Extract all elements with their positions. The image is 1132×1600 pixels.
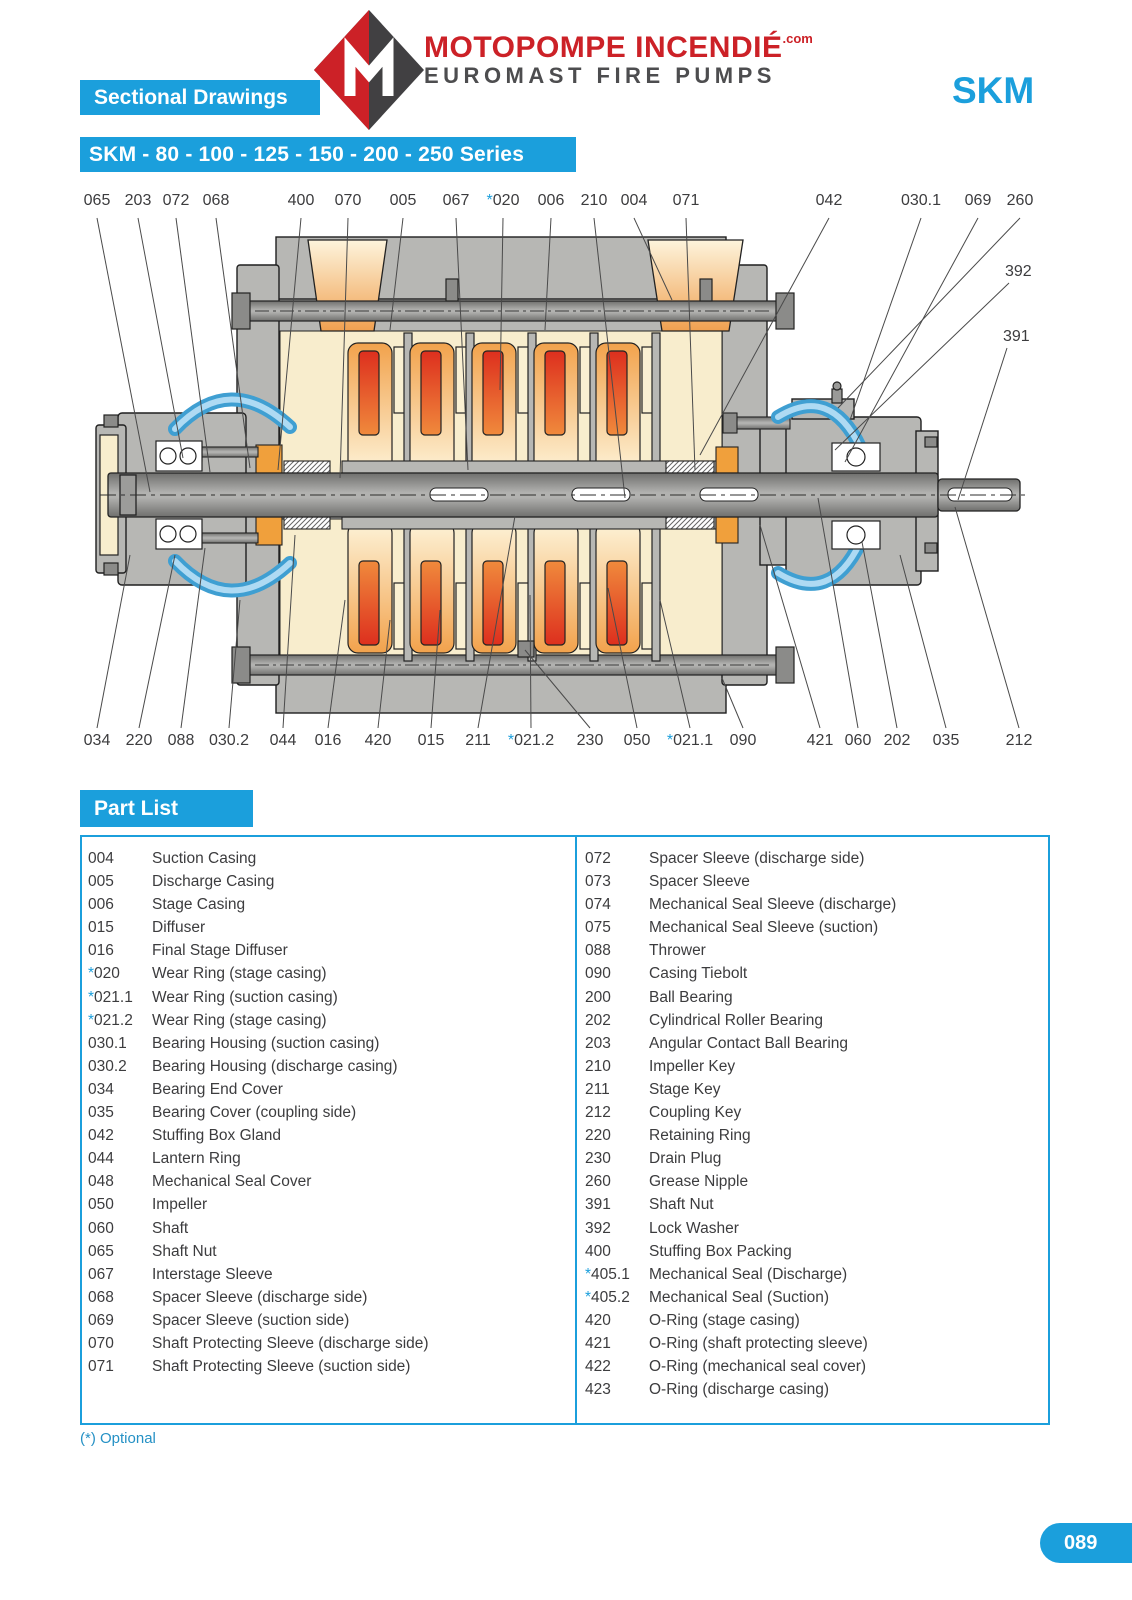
section-label: Sectional Drawings [80,80,320,115]
part-name: Shaft Protecting Sleeve (suction side) [152,1358,411,1376]
part-callout-420: 420 [364,732,392,749]
part-callout-260: 260 [1006,192,1034,209]
part-list-row-405.1 [585,1263,1040,1286]
part-list-row-020 [88,962,558,985]
part-list-row-005 [88,870,558,893]
drain-plug [518,641,534,657]
part-code: 050 [88,1196,114,1214]
part-code: *405.1 [585,1265,630,1283]
part-code: 392 [585,1219,611,1237]
part-list-row-021.1 [88,986,558,1009]
leader-line [900,555,946,728]
part-code: 211 [585,1080,610,1098]
part-code: 070 [88,1334,114,1352]
part-callout-015: 015 [417,732,445,749]
part-code: 042 [88,1127,114,1145]
part-callout-392: 392 [1005,263,1032,280]
part-code: 044 [88,1150,114,1168]
part-callout-042: 042 [815,192,843,209]
part-callout-030.2: 030.2 [208,732,250,749]
part-callout-067: 067 [442,192,470,209]
part-callout-202: 202 [883,732,911,749]
brand-logo [312,8,427,133]
part-list-row-202 [585,1009,1040,1032]
part-code: 004 [88,850,114,867]
part-list-row-071 [88,1355,558,1378]
part-list-row-260 [585,1170,1040,1193]
part-name: Lock Washer [649,1219,739,1237]
part-name: Final Stage Diffuser [152,942,288,960]
part-name: Shaft Nut [649,1196,714,1214]
part-list-row-050 [88,1193,558,1216]
roller-bearing [847,448,865,466]
part-code: *405.2 [585,1288,630,1306]
part-code: 260 [585,1173,611,1191]
part-name: Retaining Ring [649,1127,751,1145]
part-code: 072 [585,850,611,867]
part-code: 015 [88,919,114,937]
part-name: Bearing Cover (coupling side) [152,1104,357,1122]
part-list-row-392 [585,1217,1040,1240]
part-list-left-column [88,847,558,1378]
part-name: Spacer Sleeve (discharge side) [152,1288,368,1306]
part-name: O-Ring (shaft protecting sleeve) [649,1334,868,1352]
part-code: 423 [585,1381,611,1399]
part-code: 006 [88,896,114,914]
brand-logo-diamond-icon [312,8,427,133]
optional-star: * [88,1011,95,1029]
brand-text [424,24,844,89]
part-callout-050: 050 [623,732,651,749]
part-list-row-203 [585,1032,1040,1055]
ball-bearing [160,448,176,464]
brand-line1: MOTOPOMPE $INCENDIÉ^{.com}$ [424,31,813,64]
part-name: Shaft [152,1219,189,1237]
part-code: 067 [88,1265,114,1283]
part-callout-090: 090 [729,732,757,749]
part-callout-203: 203 [124,192,152,209]
sectional-drawing-area [80,185,1070,770]
part-name: Casing Tiebolt [649,965,748,983]
part-callout-004: 004 [620,192,648,209]
part-name: O-Ring (stage casing) [649,1311,800,1329]
part-name: Diffuser [152,919,206,937]
part-callout-072: 072 [162,192,190,209]
optional-star: * [666,732,674,749]
part-list-row-016 [88,939,558,962]
part-callout-044: 044 [269,732,297,749]
part-list-row-420 [585,1309,1040,1332]
part-list-row-021.2 [88,1009,558,1032]
part-list-row-400 [585,1240,1040,1263]
part-code: *020 [88,965,120,983]
part-code: 030.2 [88,1057,127,1075]
part-list-row-015 [88,916,558,939]
part-callout-021.1: *021.1 [666,732,714,749]
leader-line [97,555,130,728]
part-name: Angular Contact Ball Bearing [649,1034,849,1052]
part-code: 200 [585,988,611,1006]
part-name: Interstage Sleeve [152,1265,273,1283]
part-list-row-074 [585,893,1040,916]
part-callout-016: 016 [314,732,342,749]
part-name: Wear Ring (stage casing) [152,965,327,983]
part-callout-070: 070 [334,192,362,209]
brand-tld: .com [782,31,813,46]
part-code: *021.1 [88,988,133,1006]
optional-star: * [585,1265,592,1283]
part-list-row-060 [88,1217,558,1240]
part-code: 220 [585,1127,611,1145]
part-list-row-030.2 [88,1055,558,1078]
part-list-row-004 [88,847,558,870]
part-code: 212 [585,1104,611,1122]
part-callout-220: 220 [125,732,153,749]
part-callout-212: 212 [1005,732,1033,749]
part-name: Spacer Sleeve (suction side) [152,1311,350,1329]
part-list-row-230 [585,1147,1040,1170]
part-callout-069: 069 [964,192,992,209]
part-name: Lantern Ring [152,1150,241,1168]
part-code: 030.1 [88,1034,127,1052]
part-name: Stuffing Box Gland [152,1127,281,1145]
part-callout-391: 391 [1003,328,1030,345]
part-name: Wear Ring (suction casing) [152,988,338,1006]
part-code: 230 [585,1150,611,1168]
leader-line [838,218,1020,408]
part-code: 088 [585,942,611,960]
part-callout-071: 071 [672,192,700,209]
part-callout-068: 068 [202,192,230,209]
part-name: Shaft Protecting Sleeve (discharge side) [152,1334,429,1352]
part-code: 074 [585,896,611,914]
optional-footnote: (*) Optional [80,1430,156,1447]
part-callout-400: 400 [287,192,315,209]
part-list-divider [575,837,577,1423]
part-callout-035: 035 [932,732,960,749]
part-callout-060: 060 [844,732,872,749]
part-name: Mechanical Seal Sleeve (suction) [649,919,879,937]
part-name: Discharge Casing [152,873,275,891]
part-code: 421 [585,1334,611,1352]
part-list-row-073 [585,870,1040,893]
part-list-row-220 [585,1124,1040,1147]
part-name: Coupling Key [649,1104,742,1122]
pump-shaft [100,473,1030,517]
part-list-row-075 [585,916,1040,939]
part-callout-211: 211 [465,732,491,749]
part-list-row-069 [88,1309,558,1332]
page-number: 089 [1064,1531,1098,1554]
part-name: Bearing Housing (discharge casing) [152,1057,398,1075]
part-code: 400 [585,1242,611,1260]
part-code: 203 [585,1034,611,1052]
part-callout-005: 005 [389,192,417,209]
part-name: Mechanical Seal Sleeve (discharge) [649,896,897,914]
part-code: 048 [88,1173,114,1191]
part-code: 035 [88,1104,114,1122]
optional-star: * [585,1288,592,1306]
part-name: Wear Ring (stage casing) [152,1011,327,1029]
brand-line2: EUROMAST FIRE PUMPS [424,63,776,88]
optional-star: * [507,732,515,749]
part-list-row-088 [585,939,1040,962]
part-list-row-405.2 [585,1286,1040,1309]
leader-line [835,283,1009,450]
part-list-row-422 [585,1355,1040,1378]
leader-line [955,507,1019,728]
part-callout-020: *020 [486,192,520,209]
part-list-row-212 [585,1101,1040,1124]
part-name: Suction Casing [152,850,257,867]
part-name: Ball Bearing [649,988,733,1006]
part-code: 068 [88,1288,114,1306]
part-name: Mechanical Seal Cover [152,1173,312,1191]
part-list-row-034 [88,1078,558,1101]
part-callout-210: 210 [580,192,608,209]
leader-line [850,218,921,420]
part-list-row-421 [585,1332,1040,1355]
part-list-row-072 [585,847,1040,870]
part-code: 069 [88,1311,114,1329]
part-callout-088: 088 [167,732,195,749]
part-name: Spacer Sleeve (discharge side) [649,850,865,867]
part-code: 016 [88,942,114,960]
part-list-row-070 [88,1332,558,1355]
part-name: Impeller Key [649,1057,736,1075]
part-name: Cylindrical Roller Bearing [649,1011,824,1029]
grease-nipple [832,389,842,403]
part-callout-065: 065 [83,192,111,209]
part-code: 210 [585,1057,611,1075]
part-name: Shaft Nut [152,1242,217,1260]
series-title: SKM - 80 - 100 - 125 - 150 - 200 - 250 Series [80,137,576,172]
part-name: Bearing Housing (suction casing) [152,1034,380,1052]
part-code: 391 [585,1196,611,1214]
part-list-row-042 [88,1124,558,1147]
part-code: 420 [585,1311,611,1329]
part-name: Spacer Sleeve [649,873,750,891]
part-list-row-044 [88,1147,558,1170]
part-list-row-035 [88,1101,558,1124]
part-code: 075 [585,919,611,937]
part-code: 090 [585,965,611,983]
part-list-row-065 [88,1240,558,1263]
part-name: O-Ring (mechanical seal cover) [649,1358,867,1376]
part-callout-021.2: *021.2 [507,732,555,749]
part-list-row-210 [585,1055,1040,1078]
part-list-row-200 [585,986,1040,1009]
part-callout-034: 034 [83,732,111,749]
part-name: Mechanical Seal (Suction) [649,1288,830,1306]
part-callout-230: 230 [576,732,604,749]
part-name: Drain Plug [649,1150,722,1168]
part-callout-421: 421 [806,732,834,749]
model-code: SKM [952,70,1035,111]
leader-line [958,348,1007,500]
part-name: Stage Casing [152,896,246,914]
part-name: Stuffing Box Packing [649,1242,792,1260]
part-list-row-030.1 [88,1032,558,1055]
part-name: Bearing End Cover [152,1080,283,1098]
part-list-row-423 [585,1378,1040,1401]
page-number-badge [1040,1523,1132,1563]
part-callout-030.1: 030.1 [900,192,942,209]
part-name: Stage Key [649,1080,721,1098]
part-list-row-068 [88,1286,558,1309]
part-code: 071 [88,1358,114,1376]
part-list-row-391 [585,1193,1040,1216]
part-code: 060 [88,1219,114,1237]
part-list-row-090 [585,962,1040,985]
part-name: Mechanical Seal (Discharge) [649,1265,848,1283]
part-code: 073 [585,873,611,891]
part-code: 202 [585,1011,611,1029]
part-list-row-211 [585,1078,1040,1101]
part-name: Grease Nipple [649,1173,749,1191]
part-name: Thrower [649,942,706,960]
optional-star: * [88,988,95,1006]
part-code: 065 [88,1242,114,1260]
pump-sectional-drawing [80,185,1070,770]
optional-star: * [88,965,95,983]
part-name: Impeller [152,1196,208,1214]
optional-star: * [486,192,493,209]
part-code: *021.2 [88,1011,133,1029]
part-code: 005 [88,873,114,891]
part-list-title: Part List [80,790,253,827]
part-list-row-006 [88,893,558,916]
part-list-row-067 [88,1263,558,1286]
part-code: 422 [585,1358,611,1376]
part-code: 034 [88,1080,114,1098]
part-list-right-column [585,847,1040,1401]
part-list-row-048 [88,1170,558,1193]
part-callout-006: 006 [537,192,565,209]
part-name: O-Ring (discharge casing) [649,1381,830,1399]
